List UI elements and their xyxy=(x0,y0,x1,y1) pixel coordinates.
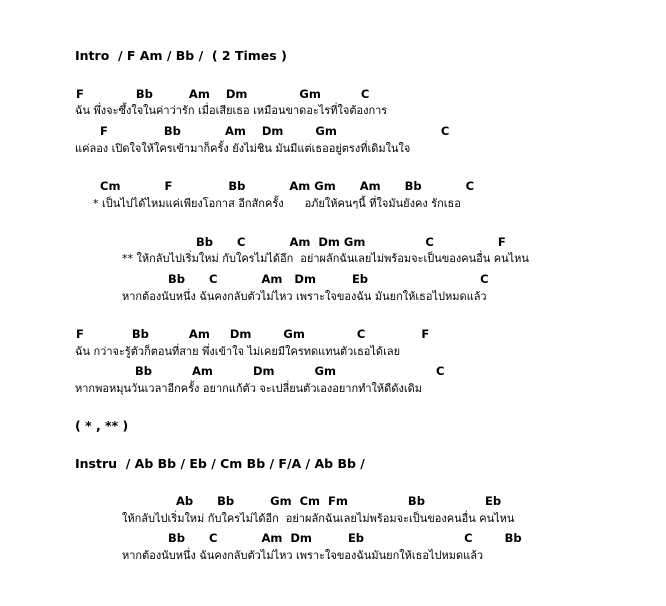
verse2-chords-1: F Bb Am Dm Gm C F xyxy=(76,327,430,341)
final-chorus-chords-1: Ab Bb Gm Cm Fm Bb Eb xyxy=(176,494,502,508)
repeat-marker: ( * , ** ) xyxy=(75,418,129,433)
prechorus-lyric: * เป็นไปได้ไหมแค่เพียงโอกาส อีกสักครั้ง อภัยให้คนๆนี้ ที่ใจมันยังคง รักเธอ xyxy=(93,197,461,210)
chorus-chords-1: Bb C Am Dm Gm C F xyxy=(196,235,506,249)
intro-line: Intro / F Am / Bb / ( 2 Times ) xyxy=(75,48,287,63)
final-chorus-chords-2: Bb C Am Dm Eb C Bb xyxy=(168,531,522,545)
verse2-chords-2: Bb Am Dm Gm C xyxy=(135,364,445,378)
final-chorus-lyric-1: ให้กลับไปเริ่มใหม่ กับใครไม่ได้อีก อย่าผลักฉันเลยไม่พร้อมจะเป็นของคนอื่น คนไหน xyxy=(122,512,515,525)
prechorus-chords: Cm F Bb Am Gm Am Bb C xyxy=(100,179,475,193)
verse2-lyric-1: ฉัน กว่าจะรู้ตัวก็ตอนที่สาย พึ่งเข้าใจ ไม่เคยมีใครทดแทนตัวเธอได้เลย xyxy=(75,345,401,358)
verse1-chords-1: F Bb Am Dm Gm C xyxy=(76,87,370,101)
chorus-chords-2: Bb C Am Dm Eb C xyxy=(168,272,489,286)
instru-line: Instru / Ab Bb / Eb / Cm Bb / F/A / Ab Bb / xyxy=(75,456,365,471)
verse2-lyric-2: หากพอหมุนวันเวลาอีกครั้ง อยากแก้ตัว จะเปลี่ยนตัวเองอยากทำให้ดีดังเดิม xyxy=(75,382,422,395)
chorus-lyric-2: หากต้องนับหนึ่ง ฉันคงกลับตัวไม่ไหว เพราะใจของฉัน มันยกให้เธอไปหมดแล้ว xyxy=(122,290,487,303)
verse1-lyric-2: แค่ลอง เปิดใจให้ใครเข้ามาก็ครั้ง ยังไม่ชิน มันมีแต่เธออยู่ตรงที่เดิมในใจ xyxy=(75,142,411,155)
verse1-lyric-1: ฉัน พึ่งจะซึ้งใจในค่าว่ารัก เมื่อเสียเธอ เหมือนขาดอะไรที่ใจต้องการ xyxy=(75,104,388,117)
chorus-lyric-1: ** ให้กลับไปเริ่มใหม่ กับใครไม่ได้อีก อย่าผลักฉันเลยไม่พร้อมจะเป็นของคนอื่น คนไหน xyxy=(122,252,529,265)
verse1-chords-2: F Bb Am Dm Gm C xyxy=(100,124,450,138)
final-chorus-lyric-2: หากต้องนับหนึ่ง ฉันคงกลับตัวไม่ไหว เพราะใจของฉันมันยกให้เธอไปหมดแล้ว xyxy=(122,549,484,562)
